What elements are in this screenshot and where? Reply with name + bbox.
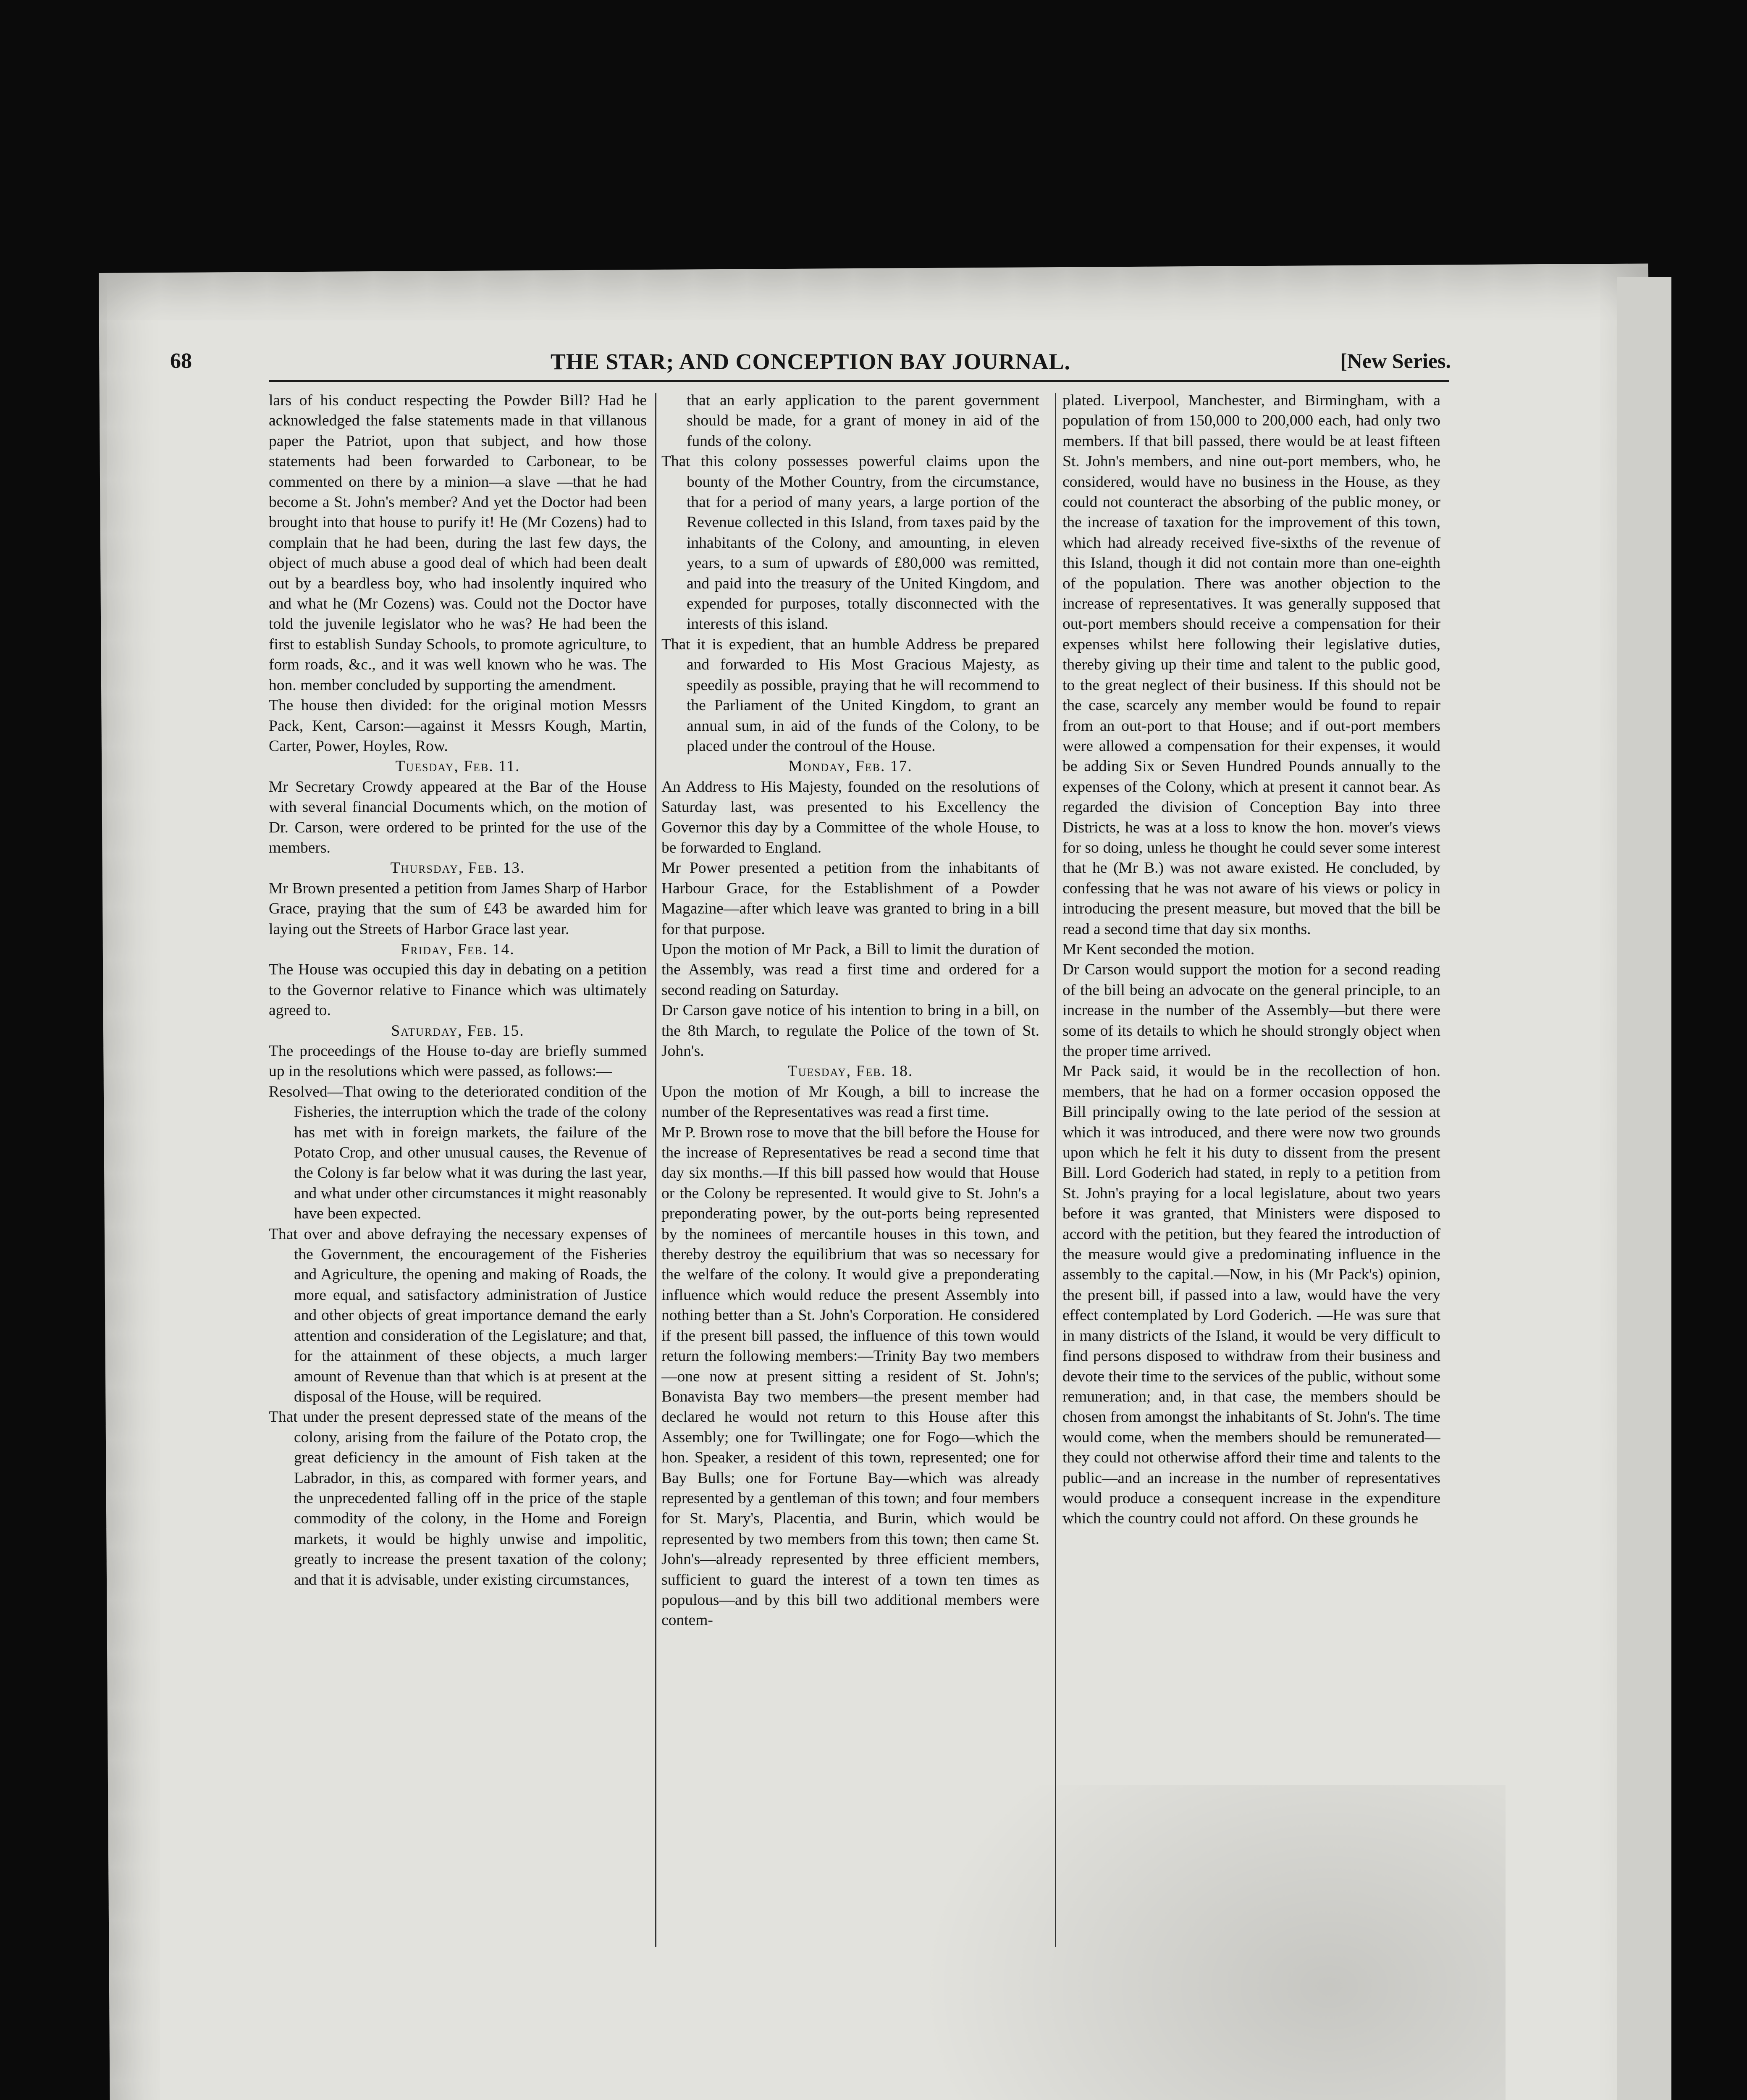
page-header <box>170 349 1451 382</box>
header-rule <box>269 380 1449 382</box>
column-middle <box>661 391 1039 1953</box>
paragraph: An Address to His Majesty, founded on the resolutions of Saturday last, was presented to his Excellency the Governor this day by a Committee of the whole House, to be forwarded to England. <box>661 778 1039 856</box>
paragraph: Upon the motion of Mr Kough, a bill to increase the number of the Representatives was read a first time. <box>661 1083 1039 1121</box>
paragraph: The proceedings of the House to-day are briefly summed up in the resolutions which were passed, as follows:— <box>269 1042 647 1080</box>
paragraph: Mr Pack said, it would be in the recollection of hon. members, that he had on a former occasion opposed the Bill principally owing to the late period of the session at which it was introduced, and there were now two grounds upon which he felt it his duty to dissent from the present Bill. Lord Goderich had stated, in reply to a petition from St. John's praying for a local legislature, about two years before it was granted, that Ministers were disposed to accord with the petition, but they feared the introduction of the measure would give a predominating influence in the assembly to the capital.—Now, in his (Mr Pack's) opinion, the present bill, if passed into a law, would have the very effect contemplated by Lord Goderich. —He was sure that in many districts of the Island, it would be very difficult to find persons disposed to withdraw from their business and devote their time to the services of the public, without some remuneration; and, in that case, the members should be chosen from amongst the inhabitants of St. John's. The time would come, when the members should be remunerated—they could not otherwise afford their time and talents to the public—and an increase in the number of representatives would produce a consequent increase in the expenditure which the country could not afford. On these grounds he <box>1062 1063 1440 1528</box>
paragraph: Mr Power presented a petition from the inhabitants of Harbour Grace, for the Establishment of a Powder Magazine—after which leave was granted to bring in a bill for that purpose. <box>661 859 1039 938</box>
paragraph: Dr Carson gave notice of his intention to bring in a bill, on the 8th March, to regulate the Police of the town of St. John's. <box>661 1002 1039 1060</box>
date-heading: Friday, Feb. 14. <box>401 940 515 958</box>
paragraph: lars of his conduct respecting the Powder Bill? Had he acknowledged the false statements made in that villanous paper the Patriot, upon that subject, and how those statements had been forwarded to Carbonear, to be commented on there by a minion—a slave —that he had become a St. John's member? And yet the Doctor had been brought into that house to purify it! He (Mr Cozens) had to complain that he had been, during the last few days, the object of much abuse a good deal of which had been dealt out by a beardless boy, who had insolently inquired who and what he (Mr Cozens) was. Could not the Doctor have told the juvenile legislator who he was? He had been the first to establish Sunday Schools, to promote agriculture, to form roads, &c., and it was well known who he was. The hon. member concluded by supporting the amendment. <box>269 392 647 694</box>
page-number: 68 <box>170 349 192 373</box>
date-heading: Thursday, Feb. 13. <box>390 859 525 877</box>
date-heading: Monday, Feb. 17. <box>788 758 913 775</box>
series-label: [New Series. <box>1340 349 1451 373</box>
column-divider <box>1055 393 1056 1947</box>
paragraph: That it is expedient, that an humble Address be prepared and forwarded to His Most Gracious Majesty, as speedily as possible, praying that he will recommend to the Parliament of the United Kingdom, to grant an annual sum, in aid of the funds of the Colony, to be placed under the controul of the House. <box>661 635 1039 755</box>
column-divider <box>655 393 656 1947</box>
date-heading: Tuesday, Feb. 18. <box>787 1063 913 1080</box>
paragraph: that an early application to the parent government should be made, for a grant of money in aid of the funds of the colony. <box>687 392 1039 450</box>
paragraph: Mr Brown presented a petition from James Sharp of Harbor Grace, praying that the sum of £43 be awarded him for laying out the Streets of Harbor Grace last year. <box>269 879 647 938</box>
paragraph: Mr Secretary Crowdy appeared at the Bar of the House with several financial Documents which, on the motion of Dr. Carson, were ordered to be printed for the use of the members. <box>269 778 647 856</box>
column-right <box>1062 391 1440 1953</box>
paragraph: Resolved—That owing to the deteriorated condition of the Fisheries, the interruption which the trade of the colony has met with in foreign markets, the failure of the Potato Crop, and other unusual causes, the Revenue of the Colony is far below what it was during the last year, and what under other circumstances it might reasonably have been expected. <box>269 1083 647 1223</box>
paragraph: Upon the motion of Mr Pack, a Bill to limit the duration of the Assembly, was read a first time and ordered for a second reading on Saturday. <box>661 940 1039 999</box>
paragraph: That this colony possesses powerful claims upon the bounty of the Mother Country, from the circumstance, that for a period of many years, a large portion of the Revenue collected in this Island, from taxes paid by the inhabitants of the Colony, and amounting, in eleven years, to a sum of upwards of £80,000 was remitted, and paid into the treasury of the United Kingdom, and expended for purposes, totally disconnected with the interests of this island. <box>661 453 1039 633</box>
paragraph: That under the present depressed state of the means of the colony, arising from the failure of the Potato crop, the great deficiency in the amount of Fish taken at the Labrador, in this, as compared with former years, and the unprecedented falling off in the price of the staple commodity of the colony, in the Home and Foreign markets, it would be highly unwise and impolitic, greatly to increase the present taxation of the colony; and that it is advisable, under existing circumstances, <box>269 1408 647 1588</box>
paragraph: That over and above defraying the necessary expenses of the Government, the encouragement of the Fisheries and Agriculture, the opening and making of Roads, the more equal, and satisfactory administration of Justice and other objects of great importance demand the early attention and consideration of the Legislature; and that, for the attainment of these objects, a much larger amount of Revenue than that which is at present at the disposal of the House, will be required. <box>269 1225 647 1405</box>
paragraph: plated. Liverpool, Manchester, and Birmingham, with a population of from 150,000 to 200,000 each, had only two members. If that bill passed, there would be at least fifteen St. John's members, and nine out-port members, who, he considered, would have no business in the House, as they could not counteract the absorbing of the public money, or the increase of taxation for the improvement of this town, which had already received five-sixths of the revenue of this Island, though it did not contain more than one-eighth of the population. There was another objection to the increase of representatives. It was generally supposed that out-port members should receive a compensation for their expenses whilst here following their legislative duties, thereby giving up their time and talent to the public good, to the great neglect of their business. If this should not be the case, scarcely any member would be found to repair from an out-port to that House; and if out-port members were allowed a compensation for their expenses, it would be adding Six or Seven Hundred Pounds annually to the expenses of the Colony, which at present it cannot bear. As regarded the division of Conception Bay into three Districts, he was at a loss to know the hon. mover's views for so doing, unless he thought he could sever some interest that he (Mr B.) was not aware existed. He concluded, by confessing that he was not aware of his views or policy in introducing the present measure, but moved that the bill be read a second time that day six months. <box>1062 392 1440 938</box>
date-heading: Saturday, Feb. 15. <box>391 1022 525 1040</box>
date-heading: Tuesday, Feb. 11. <box>395 758 520 775</box>
paragraph: Mr P. Brown rose to move that the bill before the House for the increase of Representatives be read a second time that day six months.—If this bill passed how would that House or the Colony be represented. It would give to St. John's a preponderating power, by the out-ports being represented by the nominees of mercantile houses in this town, and thereby destroy the equilibrium that was so necessary for the welfare of the colony. It would give a preponderating influence which would reduce the present Assembly into nothing better than a St. John's Corporation. He considered if the present bill passed, the influence of this town would return the following members:—Trinity Bay two members—one now at present sitting a resident of St. John's; Bonavista Bay two members—the present member had declared he would not return to this House after this Assembly; one for Twillingate; one for Fogo—which the hon. Speaker, a resident of this town, represented; one for Bay Bulls; one for Fortune Bay—which was already represented by a gentleman of this town; and four members for St. Mary's, Placentia, and Burin, which would be represented by two members from this town; then came St. John's—already represented by three efficient members, sufficient to guard the interest of a town ten times as populous—and by this bill two additional members were contem- <box>661 1124 1039 1629</box>
paragraph: Mr Kent seconded the motion. <box>1062 940 1255 958</box>
newspaper-title: THE STAR; AND CONCEPTION BAY JOURNAL. <box>550 349 1071 374</box>
paragraph: Dr Carson would support the motion for a second reading of the bill being an advocate on the general principle, to an increase in the number of the Assembly—but there were some of its details to which he should strongly object when the proper time arrived. <box>1062 961 1440 1060</box>
paragraph: The house then divided: for the original motion Messrs Pack, Kent, Carson:—against it Messrs Kough, Martin, Carter, Power, Hoyles, Row. <box>269 697 647 755</box>
paragraph: The House was occupied this day in debating on a petition to the Governor relative to Finance which was ultimately agreed to. <box>269 961 647 1019</box>
page-edge <box>1617 277 1671 2100</box>
column-left <box>269 391 647 1953</box>
